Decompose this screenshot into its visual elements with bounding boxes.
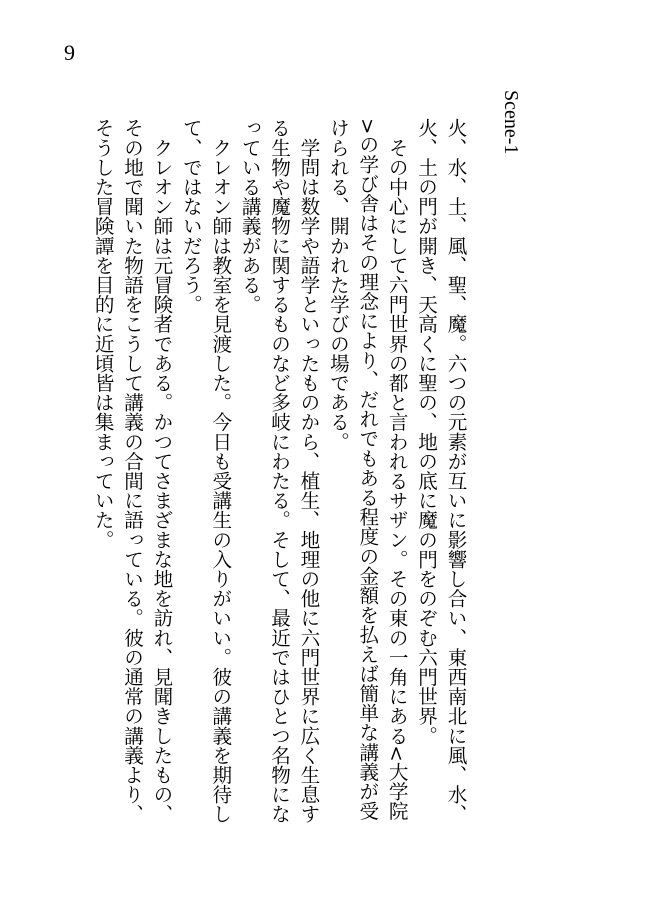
paragraph: 学問は数学や語学といったものから、植生、地理の他に六門世界に広く生息する生物や魔物に関するものなど多岐にわたる。そして、最近ではひとつ名物になっている講義がある。: [238, 118, 320, 824]
page-number: 9: [64, 40, 75, 65]
scene-heading: Scene-1: [500, 90, 522, 155]
paragraph: クレオン師は元冒険者である。かつてさまざまな地を訪れ、見聞きしたもの、その地で聞いた物語をこうして講義の合間に語っている。彼の通常の講義より、そうした冒険譚を目的に近頃皆は集まっていた。: [91, 118, 173, 824]
paragraph: クレオン師は教室を見渡した。今日も受講生の入りがいい。彼の講義を期待して、ではないだろう。: [179, 118, 232, 824]
vertical-body-text: [72, 118, 470, 828]
paragraph: その中心にして六門世界の都と言われるサザン。その東の一角にある<大学院>の学び舎はその理念により、だれでもある程度の金額を払えば簡単な講義が受けられる、開かれた学びの場である。: [326, 118, 409, 821]
paragraph: 火、水、土、風、聖、魔。六つの元素が互いに影響し合い、東西南北に風、水、火、土の門が開き、天高くに聖の、地の底に魔の門をのぞむ六門世界。: [414, 118, 467, 824]
